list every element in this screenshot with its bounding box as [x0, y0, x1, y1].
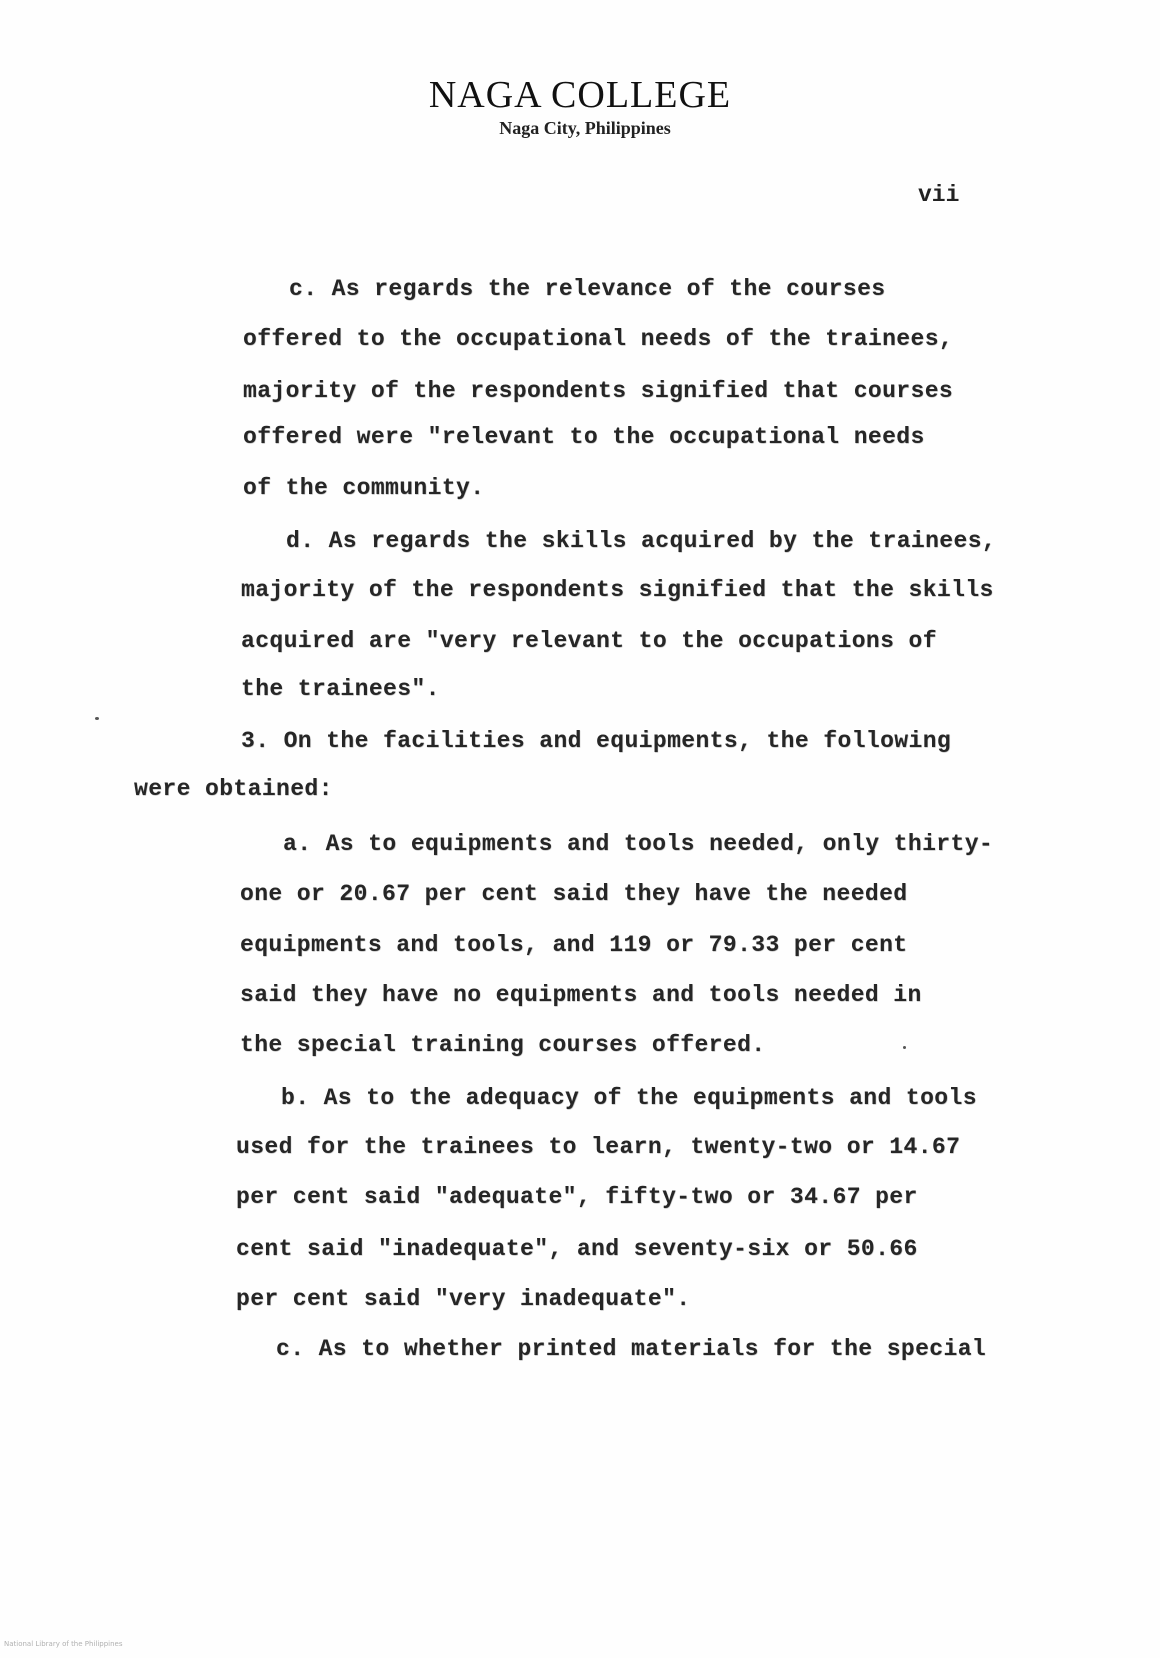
- body-line: offered were "relevant to the occupational needs: [243, 424, 925, 450]
- body-line: c. As to whether printed materials for the special: [276, 1336, 987, 1362]
- footer-credit: National Library of the Philippines: [4, 1640, 123, 1648]
- body-line: majority of the respondents signified that courses: [243, 378, 954, 404]
- college-location: Naga City, Philippines: [499, 118, 671, 138]
- body-line: the special training courses offered.: [240, 1032, 766, 1058]
- college-name: NAGA COLLEGE: [428, 74, 732, 116]
- body-line: majority of the respondents signified that the skills: [241, 577, 994, 603]
- body-line: per cent said "very inadequate".: [236, 1286, 691, 1312]
- page-number: vii: [918, 182, 960, 208]
- paper-speck: [903, 1046, 906, 1049]
- body-line: cent said "inadequate", and seventy-six or 50.66: [236, 1236, 918, 1262]
- body-line: acquired are "very relevant to the occupations of: [241, 628, 937, 654]
- body-line: offered to the occupational needs of the trainees,: [243, 326, 954, 352]
- paper-speck: [95, 717, 99, 720]
- body-line: 3. On the facilities and equipments, the following: [241, 728, 952, 754]
- body-line: one or 20.67 per cent said they have the needed: [240, 881, 908, 907]
- body-line: the trainees".: [241, 676, 440, 702]
- body-line: equipments and tools, and 119 or 79.33 per cent: [240, 932, 908, 958]
- body-line: a. As to equipments and tools needed, only thirty-: [283, 831, 994, 857]
- body-line: b. As to the adequacy of the equipments and tools: [281, 1085, 977, 1111]
- body-line: used for the trainees to learn, twenty-two or 14.67: [236, 1134, 961, 1160]
- body-line: said they have no equipments and tools needed in: [240, 982, 922, 1008]
- body-line: per cent said "adequate", fifty-two or 34.67 per: [236, 1184, 918, 1210]
- body-line: d. As regards the skills acquired by the trainees,: [286, 528, 997, 554]
- letterhead: [0, 74, 1160, 140]
- body-line: were obtained:: [134, 776, 333, 802]
- body-line: of the community.: [243, 475, 485, 501]
- body-line: c. As regards the relevance of the courses: [289, 276, 886, 302]
